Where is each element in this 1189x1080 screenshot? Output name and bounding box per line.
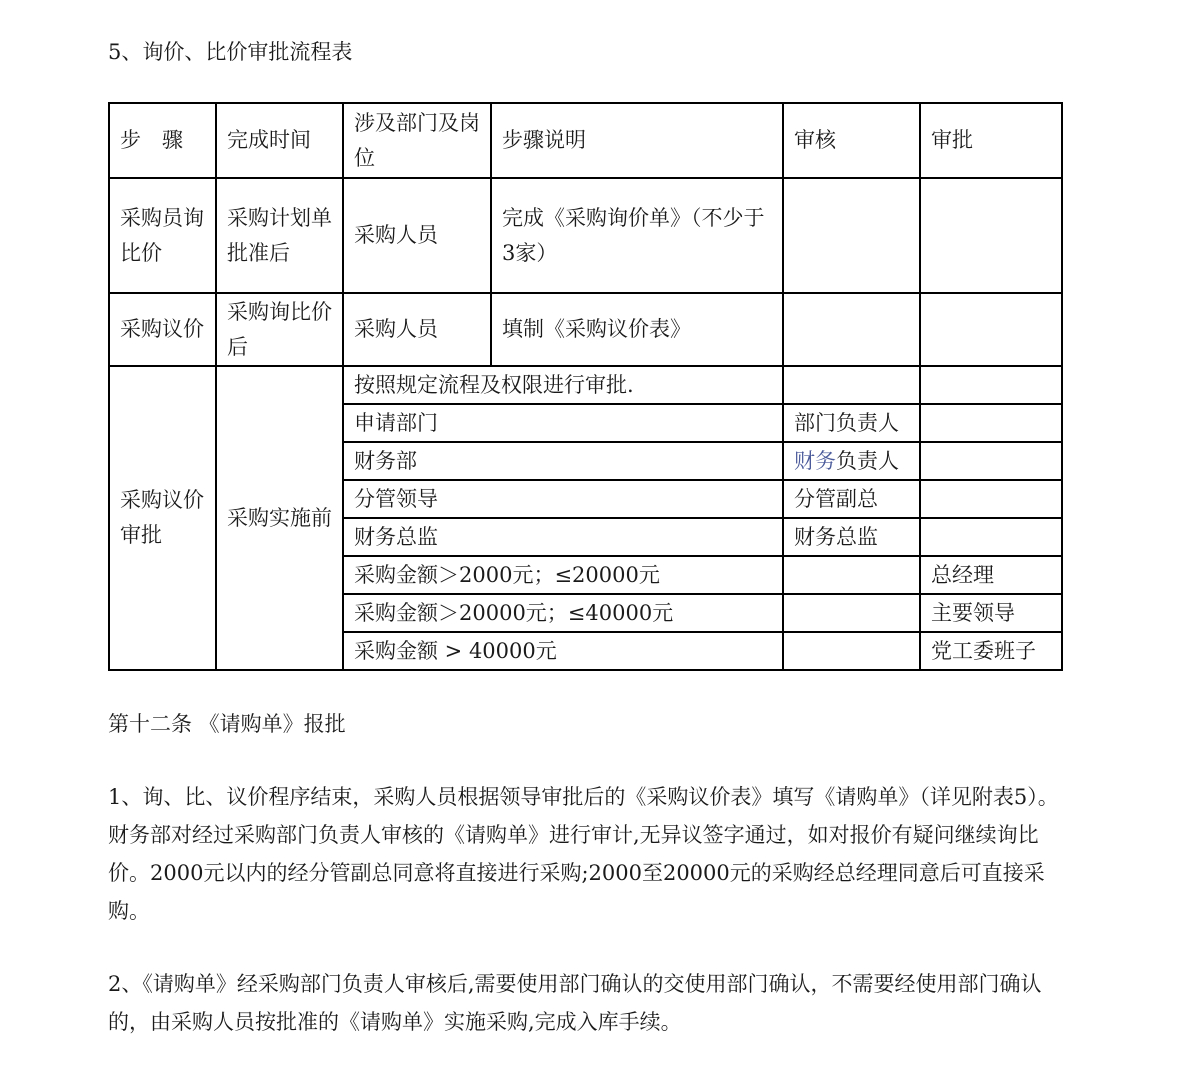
finance-link[interactable]: 财务 <box>794 448 836 473</box>
paragraph: 2、《请购单》经采购部门负责人审核后,需要使用部门确认的交使用部门确认，不需要经使用部门确认的，由采购人员按批准的《请购单》实施采购,完成入库手续。 <box>108 972 1042 1034</box>
article-title: 第十二条 《请购单》报批 <box>108 712 346 736</box>
review-cell: 财务总监 <box>783 518 920 556</box>
approval-item: 申请部门 <box>343 404 783 442</box>
approve-cell: 党工委班子 <box>920 632 1062 670</box>
review-cell <box>783 366 920 404</box>
review-cell: 部门负责人 <box>783 404 920 442</box>
time-cell: 采购实施前 <box>216 366 343 670</box>
approve-cell: 主要领导 <box>920 594 1062 632</box>
dept-cell: 采购人员 <box>343 293 491 366</box>
table-header-row <box>109 103 1062 178</box>
desc-cell: 填制《采购议价表》 <box>491 293 783 366</box>
step-cell: 采购议价审批 <box>109 366 216 670</box>
header-cell: 审核 <box>783 103 920 178</box>
review-cell: 分管副总 <box>783 480 920 518</box>
review-cell <box>783 594 920 632</box>
review-cell <box>783 178 920 293</box>
time-cell: 采购询比价后 <box>216 293 343 366</box>
approval-item: 财务部 <box>343 442 783 480</box>
header-cell: 步骤说明 <box>491 103 783 178</box>
time-cell: 采购计划单批准后 <box>216 178 343 293</box>
approval-item: 采购金额 > 40000元 <box>343 632 783 670</box>
approve-cell: 总经理 <box>920 556 1062 594</box>
table-row <box>109 366 1062 404</box>
header-cell: 涉及部门及岗位 <box>343 103 491 178</box>
approve-cell <box>920 442 1062 480</box>
table-row <box>109 293 1062 366</box>
approval-item: 采购金额＞2000元；≤20000元 <box>343 556 783 594</box>
approve-cell <box>920 293 1062 366</box>
approval-note: 按照规定流程及权限进行审批. <box>343 366 783 404</box>
approve-cell <box>920 480 1062 518</box>
approve-cell <box>920 178 1062 293</box>
review-cell <box>783 293 920 366</box>
header-cell: 步 骤 <box>109 103 216 178</box>
approval-item: 财务总监 <box>343 518 783 556</box>
step-cell: 采购议价 <box>109 293 216 366</box>
approval-flow-table <box>108 102 1063 671</box>
approve-cell <box>920 366 1062 404</box>
paragraph: 1、询、比、议价程序结束，采购人员根据领导审批后的《采购议价表》填写《请购单》（详见附表5）。财务部对经过采购部门负责人审核的《请购单》进行审计,无异议签字通过，如对报价有疑问继续询比价。2000元以内的经分管副总同意将直接进行采购;2000至20000元的采购经总经理同意后可直接采购。 <box>108 785 1059 923</box>
approval-item: 分管领导 <box>343 480 783 518</box>
table-row <box>109 178 1062 293</box>
review-cell <box>783 556 920 594</box>
approve-cell <box>920 518 1062 556</box>
section-heading: 5、询价、比价审批流程表 <box>108 40 353 64</box>
dept-cell: 采购人员 <box>343 178 491 293</box>
header-cell: 完成时间 <box>216 103 343 178</box>
review-cell <box>783 632 920 670</box>
desc-cell: 完成《采购询价单》（不少于3家） <box>491 178 783 293</box>
approval-item: 采购金额＞20000元；≤40000元 <box>343 594 783 632</box>
approve-cell <box>920 404 1062 442</box>
review-text: 负责人 <box>836 448 899 473</box>
step-cell: 采购员询比价 <box>109 178 216 293</box>
review-cell <box>783 442 920 480</box>
header-cell: 审批 <box>920 103 1062 178</box>
